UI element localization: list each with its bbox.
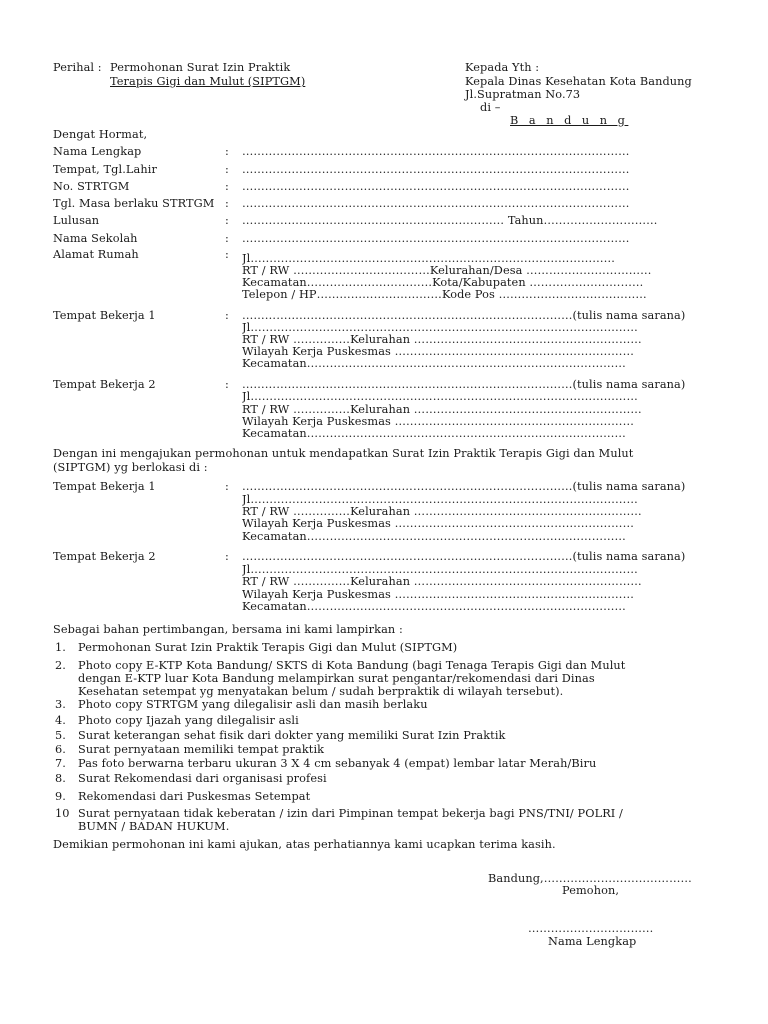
field-colon: : [225, 163, 229, 176]
field-value[interactable]: ………………………………………………………………………………………… [242, 145, 630, 158]
field-value[interactable]: ………………………………………………………………………………………… [242, 232, 630, 245]
rtrw-line[interactable]: RT / RW ……………Kelurahan …………………………………………………… [242, 575, 642, 588]
field-value[interactable]: …………………………………………………………… Tahun………………………… [242, 214, 658, 227]
attachment-number: 8. [55, 772, 66, 785]
attachment-number: 9. [55, 790, 66, 803]
attachment-item: Rekomendasi dari Puskesmas Setempat [78, 790, 311, 803]
attachment-number: 10 [55, 807, 70, 820]
perihal-line-1: Permohonan Surat Izin Praktik [110, 61, 291, 74]
attachment-item: Surat Rekomendasi dari organisasi profesi [78, 772, 327, 785]
attachment-number: 1. [55, 641, 66, 654]
field-colon: : [225, 378, 229, 391]
sarana-line[interactable]: ……………………………………………………………………………(tulis nama sarana) [242, 480, 686, 493]
attachment-item: Photo copy Ijazah yang dilegalisir asli [78, 714, 299, 727]
jl-line[interactable]: Jl………………………………………………………………………………………… [242, 493, 638, 506]
place-date[interactable]: Bandung,………………………………… [488, 872, 692, 885]
greeting: Dengat Hormat, [53, 128, 148, 141]
field-label: Nama Lengkap [53, 145, 142, 158]
field-colon: : [225, 197, 229, 210]
field-label: Nama Sekolah [53, 232, 138, 245]
attachment-item-cont: BUMN / BADAN HUKUM. [78, 820, 230, 833]
attachment-number: 4. [55, 714, 66, 727]
jl-line[interactable]: Jl………………………………………………………………………………………… [242, 390, 638, 403]
attachment-item-cont: Kesehatan setempat yg menyatakan belum / sudah berpraktik di wilayah tersebut). [78, 685, 564, 698]
rtrw-line[interactable]: RT / RW ……………Kelurahan …………………………………………………… [242, 505, 642, 518]
workplace-label: Tempat Bekerja 1 [53, 309, 156, 322]
field-label: No. STRTGM [53, 180, 130, 193]
field-value[interactable]: ………………………………………………………………………………………… [242, 197, 630, 210]
attachment-item: Surat pernyataan memiliki tempat praktik [78, 743, 325, 756]
perihal-label: Perihal : [53, 61, 102, 74]
attachment-item: Permohonan Surat Izin Praktik Terapis Gigi dan Mulut (SIPTGM) [78, 641, 458, 654]
jl-line[interactable]: Jl………………………………………………………………………………………… [242, 563, 638, 576]
request-text-line-2: (SIPTGM) yg berlokasi di : [53, 461, 208, 474]
attachment-item: Surat pernyataan tidak keberatan / izin dari Pimpinan tempat bekerja bagi PNS/TNI/ POLRI / [78, 807, 623, 820]
wilayah-line[interactable]: Wilayah Kerja Puskesmas ……………………………………………………… [242, 588, 634, 601]
kecamatan-line[interactable]: Kecamatan………………………………………………………………………… [242, 530, 626, 543]
field-colon: : [225, 309, 229, 322]
kecamatan-line[interactable]: Kecamatan………………………………………………………………………… [242, 427, 626, 440]
rtrw-line[interactable]: RT / RW ……………Kelurahan …………………………………………………… [242, 333, 642, 346]
attachment-number: 6. [55, 743, 66, 756]
field-label: Alamat Rumah [53, 248, 139, 261]
jl-line[interactable]: Jl………………………………………………………………………………………… [242, 321, 638, 334]
attachment-number: 7. [55, 757, 66, 770]
alamat-line[interactable]: Kecamatan……………………………Kota/Kabupaten ………………………… [242, 276, 644, 289]
field-label: Tempat, Tgl.Lahir [53, 163, 157, 176]
workplace-label: Tempat Bekerja 1 [53, 480, 156, 493]
sarana-line[interactable]: ……………………………………………………………………………(tulis nama sarana) [242, 378, 686, 391]
field-label: Lulusan [53, 214, 100, 227]
field-colon: : [225, 145, 229, 158]
attachment-number: 2. [55, 659, 66, 672]
workplace-label: Tempat Bekerja 2 [53, 378, 156, 391]
wilayah-line[interactable]: Wilayah Kerja Puskesmas ……………………………………………………… [242, 517, 634, 530]
attachment-item-cont: dengan E-KTP luar Kota Bandung melampirkan surat pengantar/rekomendasi dari Dinas [78, 672, 595, 685]
alamat-line[interactable]: Telepon / HP……………………………Kode Pos ………………………………… [242, 288, 647, 301]
attachment-item: Surat keterangan sehat fisik dari dokter yang memiliki Surat Izin Praktik [78, 729, 506, 742]
field-value[interactable]: Jl…………………………………………………………………………………… [242, 252, 616, 265]
field-colon: : [225, 232, 229, 245]
kecamatan-line[interactable]: Kecamatan………………………………………………………………………… [242, 600, 626, 613]
perihal-line-2: Terapis Gigi dan Mulut (SIPTGM) [110, 75, 306, 88]
di-label: di – [480, 101, 501, 114]
applicant-name: Nama Lengkap [548, 935, 637, 948]
field-colon: : [225, 180, 229, 193]
field-value[interactable]: ………………………………………………………………………………………… [242, 163, 630, 176]
workplace-label: Tempat Bekerja 2 [53, 550, 156, 563]
sarana-line[interactable]: ……………………………………………………………………………(tulis nama sarana) [242, 550, 686, 563]
recipient: Kepala Dinas Kesehatan Kota Bandung [465, 75, 692, 88]
wilayah-line[interactable]: Wilayah Kerja Puskesmas ……………………………………………………… [242, 345, 634, 358]
field-colon: : [225, 480, 229, 493]
attachment-item: Pas foto berwarna terbaru ukuran 3 X 4 cm sebanyak 4 (empat) lembar latar Merah/Biru [78, 757, 597, 770]
rtrw-line[interactable]: RT / RW ……………Kelurahan …………………………………………………… [242, 403, 642, 416]
wilayah-line[interactable]: Wilayah Kerja Puskesmas ……………………………………………………… [242, 415, 634, 428]
attachment-item: Photo copy E-KTP Kota Bandung/ SKTS di Kota Bandung (bagi Tenaga Terapis Gigi dan Mulut [78, 659, 626, 672]
sarana-line[interactable]: ……………………………………………………………………………(tulis nama sarana) [242, 309, 686, 322]
field-colon: : [225, 248, 229, 261]
kecamatan-line[interactable]: Kecamatan………………………………………………………………………… [242, 357, 626, 370]
field-colon: : [225, 550, 229, 563]
attachment-number: 3. [55, 698, 66, 711]
kepada-label: Kepada Yth : [465, 61, 540, 74]
attachments-intro: Sebagai bahan pertimbangan, bersama ini kami lampirkan : [53, 623, 403, 636]
applicant-role: Pemohon, [562, 884, 620, 897]
closing-text: Demikian permohonan ini kami ajukan, atas perhatiannya kami ucapkan terima kasih. [53, 838, 556, 851]
alamat-line[interactable]: RT / RW ………………………………Kelurahan/Desa …………………………… [242, 264, 652, 277]
field-value[interactable]: ………………………………………………………………………………………… [242, 180, 630, 193]
field-colon: : [225, 214, 229, 227]
field-label: Tgl. Masa berlaku STRTGM [53, 197, 215, 210]
attachment-item: Photo copy STRTGM yang dilegalisir asli dan masih berlaku [78, 698, 428, 711]
request-text-line-1: Dengan ini mengajukan permohonan untuk mendapatkan Surat Izin Praktik Terapis Gigi dan Mulut [53, 447, 634, 460]
signature-line[interactable]: …………………………… [528, 922, 654, 935]
recipient-address: Jl.Supratman No.73 [465, 88, 581, 101]
attachment-number: 5. [55, 729, 66, 742]
recipient-city: B a n d u n g [510, 114, 629, 127]
